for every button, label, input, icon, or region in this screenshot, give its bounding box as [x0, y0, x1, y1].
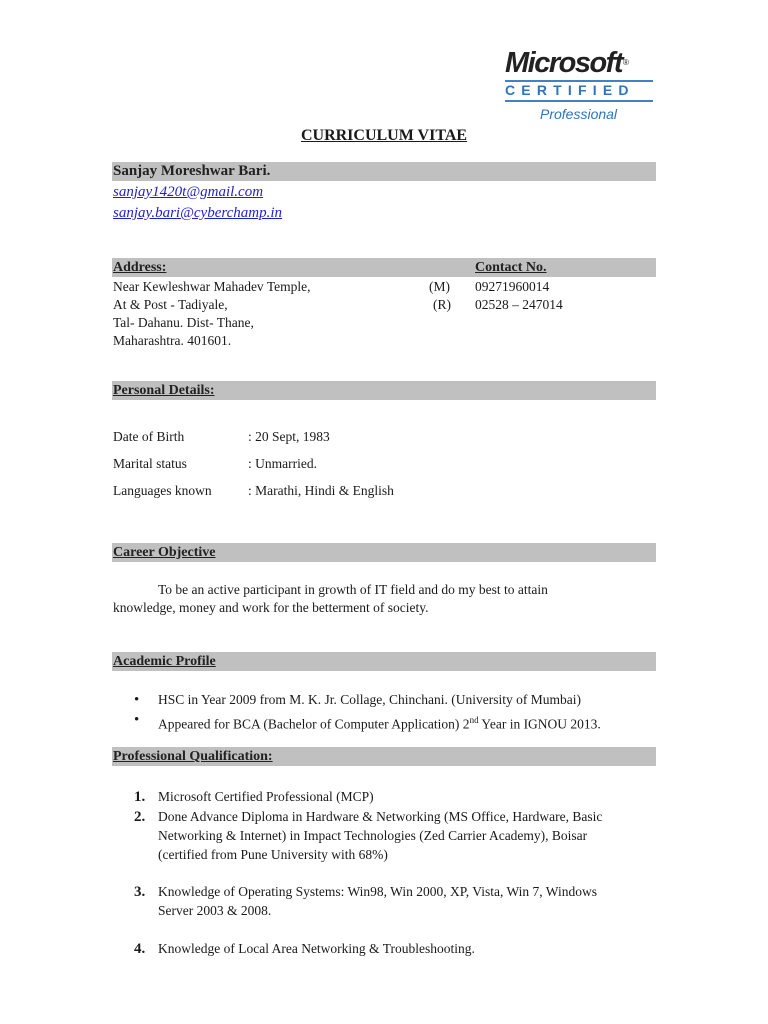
qualification-item-4-line-1: Knowledge of Local Area Networking & Troubleshooting.	[158, 941, 475, 956]
bullet-icon: •	[134, 692, 140, 708]
logo-certified: CERTIFIED	[505, 82, 635, 98]
languages-label: Languages known	[113, 483, 212, 498]
bullet-icon: •	[134, 712, 140, 728]
candidate-name: Sanjay Moreshwar Bari.	[113, 163, 271, 179]
contact-number-mobile: 09271960014	[475, 279, 550, 294]
qualification-number-2: 2.	[134, 809, 146, 825]
qualification-item-2-line-1: Done Advance Diploma in Hardware & Networking (MS Office, Hardware, Basic	[158, 809, 603, 824]
email-link-2[interactable]: sanjay.bari@cyberchamp.in	[113, 205, 283, 221]
qualification-number-3: 3.	[134, 884, 146, 900]
contact-type-mobile: (M)	[429, 279, 450, 294]
academic-heading: Academic Profile	[113, 654, 216, 669]
qualification-number-1: 1.	[134, 789, 146, 805]
microsoft-logo	[505, 46, 629, 80]
document-title: CURRICULUM VITAE	[300, 127, 468, 144]
logo-rule-bottom	[505, 100, 653, 102]
contact-number-residence: 02528 – 247014	[475, 297, 563, 312]
academic-item-2: Appeared for BCA (Bachelor of Computer Application) 2nd Year in IGNOU 2013.	[158, 715, 601, 732]
email-link-1[interactable]: sanjay1420t@gmail.com	[113, 184, 264, 200]
career-heading: Career Objective	[113, 545, 216, 560]
contact-heading: Contact No.	[475, 260, 547, 275]
dob-label: Date of Birth	[113, 429, 185, 444]
career-text-line-1: To be an active participant in growth of IT field and do my best to attain	[158, 582, 548, 597]
address-line-2: At & Post - Tadiyale,	[113, 297, 228, 312]
qualification-item-3-line-2: Server 2003 & 2008.	[158, 903, 272, 918]
languages-value: : Marathi, Hindi & English	[248, 483, 394, 498]
qualification-item-1-line-1: Microsoft Certified Professional (MCP)	[158, 789, 374, 804]
personal-heading: Personal Details:	[113, 383, 215, 398]
registered-mark: ®	[623, 58, 629, 67]
career-text-line-2: knowledge, money and work for the betterment of society.	[113, 600, 429, 615]
logo-brand: Microsoft	[505, 47, 622, 79]
contact-type-residence: (R)	[433, 297, 451, 312]
qualification-item-2-line-3: (certified from Pune University with 68%)	[158, 847, 388, 862]
dob-value: : 20 Sept, 1983	[248, 429, 330, 444]
address-line-4: Maharashtra. 401601.	[113, 333, 232, 348]
marital-label: Marital status	[113, 456, 187, 471]
qualification-number-4: 4.	[134, 941, 146, 957]
marital-value: : Unmarried.	[248, 456, 317, 471]
address-line-3: Tal- Dahanu. Dist- Thane,	[113, 315, 254, 330]
qualification-heading: Professional Qualification:	[113, 749, 273, 764]
qualification-item-2-line-2: Networking & Internet) in Impact Technologies (Zed Carrier Academy), Boisar	[158, 828, 588, 843]
address-line-1: Near Kewleshwar Mahadev Temple,	[113, 279, 311, 294]
address-heading: Address:	[113, 260, 167, 275]
academic-item-1: HSC in Year 2009 from M. K. Jr. Collage, Chinchani. (University of Mumbai)	[158, 692, 581, 707]
address-bar	[112, 258, 656, 277]
logo-professional: Professional	[540, 106, 618, 122]
qualification-item-3-line-1: Knowledge of Operating Systems: Win98, Win 2000, XP, Vista, Win 7, Windows	[158, 884, 598, 899]
